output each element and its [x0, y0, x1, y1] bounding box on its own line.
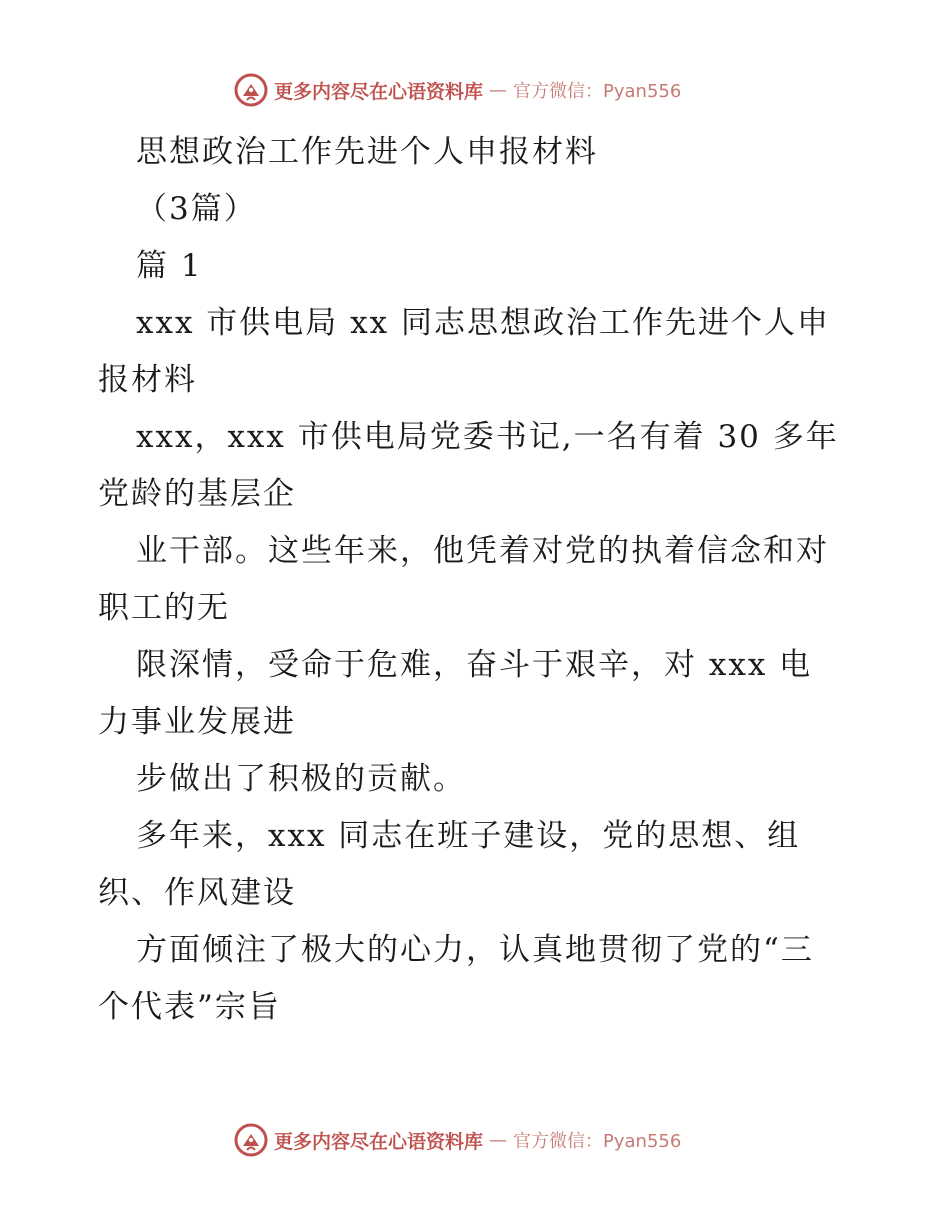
watermark-text: 更多内容尽在心语资料库 [274, 80, 484, 103]
header-watermark [234, 72, 681, 108]
watermark-text: 更多内容尽在心语资料库 [274, 1130, 484, 1153]
doc-line: 党龄的基层企 [98, 476, 296, 512]
doc-line: 步做出了积极的贡献。 [136, 761, 466, 797]
document-body [98, 124, 858, 1036]
watermark-dash: — [489, 1129, 508, 1151]
book-pen-logo-icon [234, 73, 268, 107]
doc-line: 力事业发展进 [98, 704, 296, 740]
doc-title: 思想政治工作先进个人申报材料 [136, 134, 598, 170]
doc-line: 多年来，xxx 同志在班子建设，党的思想、组 [136, 818, 801, 854]
doc-section-heading: 篇 1 [136, 248, 203, 284]
footer-watermark [234, 1122, 681, 1158]
doc-line: 织、作风建设 [98, 875, 296, 911]
watermark-account: 官方微信：Pyan556 [513, 81, 682, 102]
doc-line: 限深情，受命于危难，奋斗于艰辛，对 xxx 电 [136, 647, 813, 683]
watermark-dash: — [489, 79, 508, 101]
watermark-account: 官方微信：Pyan556 [513, 1131, 682, 1152]
book-pen-logo-icon [234, 1123, 268, 1157]
doc-line: 职工的无 [98, 590, 230, 626]
doc-line: 个代表”宗旨 [98, 989, 281, 1025]
doc-line: xxx，xxx 市供电局党委书记,一名有着 30 多年 [136, 419, 839, 455]
doc-line: 业干部。这些年来，他凭着对党的执着信念和对 [136, 533, 829, 569]
doc-line: 方面倾注了极大的心力，认真地贯彻了党的“三 [136, 932, 814, 968]
doc-line: xxx 市供电局 xx 同志思想政治工作先进个人申 [136, 305, 830, 341]
doc-line: 报材料 [98, 362, 197, 398]
doc-subtitle: （3篇） [136, 191, 257, 227]
